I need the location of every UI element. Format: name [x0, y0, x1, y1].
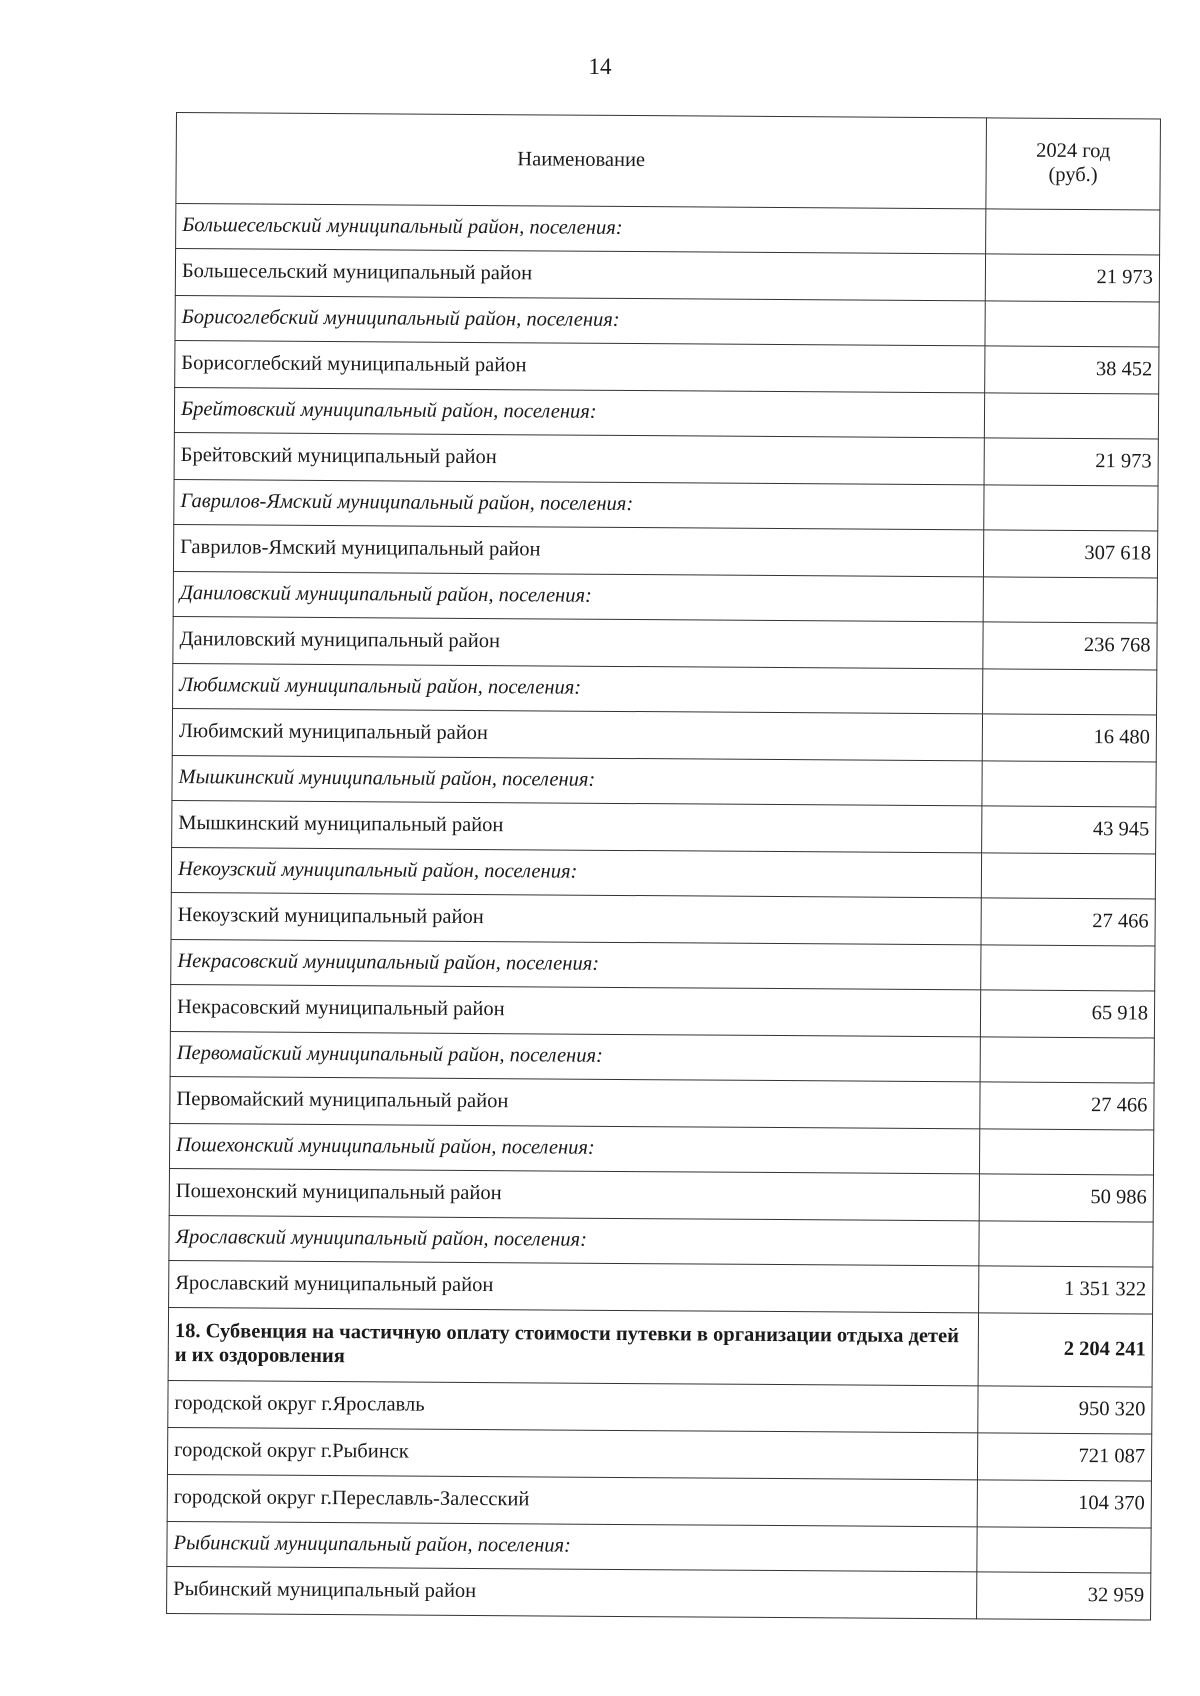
table-row — [168, 1380, 1152, 1434]
table-row — [169, 1123, 1153, 1175]
row-value: 104 370 — [977, 1480, 1151, 1528]
table-row — [173, 524, 1157, 578]
row-value: 236 768 — [983, 622, 1157, 670]
row-value — [981, 853, 1155, 899]
budget-table — [166, 112, 1161, 1620]
table-row — [170, 984, 1154, 1038]
table-row — [175, 249, 1159, 303]
page-number: 14 — [588, 54, 612, 79]
table-row — [169, 1215, 1153, 1267]
column-header-value-line2: (руб.) — [1048, 163, 1098, 187]
row-name: Гаврилов-Ямский муниципальный район — [173, 524, 983, 576]
row-value — [980, 1037, 1154, 1083]
row-name: Борисоглебский муниципальный район — [175, 340, 985, 392]
row-name: Рыбинский муниципальный район, поселения: — [167, 1521, 977, 1571]
row-value: 27 466 — [981, 898, 1155, 946]
table-row — [172, 800, 1156, 854]
table-row — [174, 432, 1158, 486]
table-row — [172, 755, 1156, 807]
row-name: Ярославский муниципальный район, поселения: — [169, 1215, 979, 1265]
section-heading-row — [168, 1307, 1152, 1387]
row-name: Даниловский муниципальный район — [173, 616, 983, 668]
row-name: Борисоглебский муниципальный район, поселения: — [175, 295, 985, 345]
row-value — [983, 577, 1157, 623]
row-name: Большесельский муниципальный район, поселения: — [176, 204, 986, 254]
row-value: 27 466 — [980, 1082, 1154, 1130]
section-title: 18. Субвенция на частичную оплату стоимости путевки в организации отдыха детей и их оздоровления — [168, 1307, 978, 1385]
row-value — [985, 301, 1159, 347]
row-name: Пошехонский муниципальный район — [169, 1168, 979, 1220]
row-value: 721 087 — [977, 1433, 1151, 1481]
column-header-value-line1: 2024 год — [1036, 140, 1111, 163]
row-name: Мышкинский муниципальный район — [172, 800, 982, 852]
row-value: 65 918 — [980, 990, 1154, 1038]
table-row — [170, 1031, 1154, 1083]
table-row — [173, 571, 1157, 623]
row-value — [984, 393, 1158, 439]
row-name: Первомайский муниципальный район, поселения: — [170, 1031, 980, 1081]
row-value — [982, 761, 1156, 807]
row-name: Пошехонский муниципальный район, поселения: — [169, 1123, 979, 1173]
table-row — [174, 479, 1158, 531]
row-value: 43 945 — [982, 806, 1156, 854]
row-name: Любимский муниципальный район — [172, 708, 982, 760]
row-value — [979, 1221, 1153, 1267]
row-value — [977, 1527, 1151, 1573]
row-value: 50 986 — [979, 1174, 1153, 1222]
table-row — [171, 892, 1155, 946]
table-row — [170, 1076, 1154, 1130]
row-value: 38 452 — [985, 346, 1159, 394]
table-row — [171, 847, 1155, 899]
table-row — [169, 1260, 1153, 1314]
table-row — [167, 1427, 1151, 1481]
table-row — [175, 295, 1159, 347]
row-value: 32 959 — [977, 1572, 1151, 1620]
row-value: 16 480 — [982, 714, 1156, 762]
row-value: 950 320 — [978, 1386, 1152, 1434]
row-name: Любимский муниципальный район, поселения: — [173, 663, 983, 713]
row-name: Гаврилов-Ямский муниципальный район, поселения: — [174, 479, 984, 529]
section-total: 2 204 241 — [978, 1313, 1152, 1387]
row-name: Большесельский муниципальный район — [175, 249, 985, 301]
row-name: Некрасовский муниципальный район — [170, 984, 980, 1036]
column-header-name: Наименование — [176, 113, 987, 209]
row-name: Рыбинский муниципальный район — [167, 1566, 977, 1618]
row-name: городской округ г.Переславль-Залесский — [167, 1474, 977, 1526]
row-name: Брейтовский муниципальный район, поселения: — [174, 387, 984, 437]
row-value — [979, 1129, 1153, 1175]
row-value: 1 351 322 — [979, 1266, 1153, 1314]
row-value — [984, 485, 1158, 531]
table-row — [167, 1521, 1151, 1573]
row-name: Некоузский муниципальный район — [171, 892, 981, 944]
column-header-value — [986, 118, 1161, 210]
table-row — [172, 708, 1156, 762]
row-name: Некрасовский муниципальный район, поселения: — [171, 939, 981, 989]
row-name: Некоузский муниципальный район, поселения: — [171, 847, 981, 897]
table-row — [174, 387, 1158, 439]
table-row — [169, 1168, 1153, 1222]
table-row — [171, 939, 1155, 991]
row-name: Первомайский муниципальный район — [170, 1076, 980, 1128]
row-name: Ярославский муниципальный район — [169, 1260, 979, 1312]
row-name: Даниловский муниципальный район, поселения: — [173, 571, 983, 621]
table-row — [175, 340, 1159, 394]
row-name: Мышкинский муниципальный район, поселения: — [172, 755, 982, 805]
row-value: 21 973 — [985, 254, 1159, 302]
table-header-row — [176, 113, 1161, 211]
row-value: 21 973 — [984, 438, 1158, 486]
table-row — [173, 663, 1157, 715]
table-row — [173, 616, 1157, 670]
row-value: 307 618 — [983, 530, 1157, 578]
row-name: городской округ г.Ярославль — [168, 1380, 978, 1432]
row-name: Брейтовский муниципальный район — [174, 432, 984, 484]
table-row — [167, 1474, 1151, 1528]
row-value — [986, 209, 1160, 255]
row-name: городской округ г.Рыбинск — [167, 1427, 977, 1479]
row-value — [981, 945, 1155, 991]
table-row — [167, 1566, 1151, 1620]
budget-table-container — [166, 112, 1160, 1620]
row-value — [983, 669, 1157, 715]
table-row — [176, 204, 1160, 256]
